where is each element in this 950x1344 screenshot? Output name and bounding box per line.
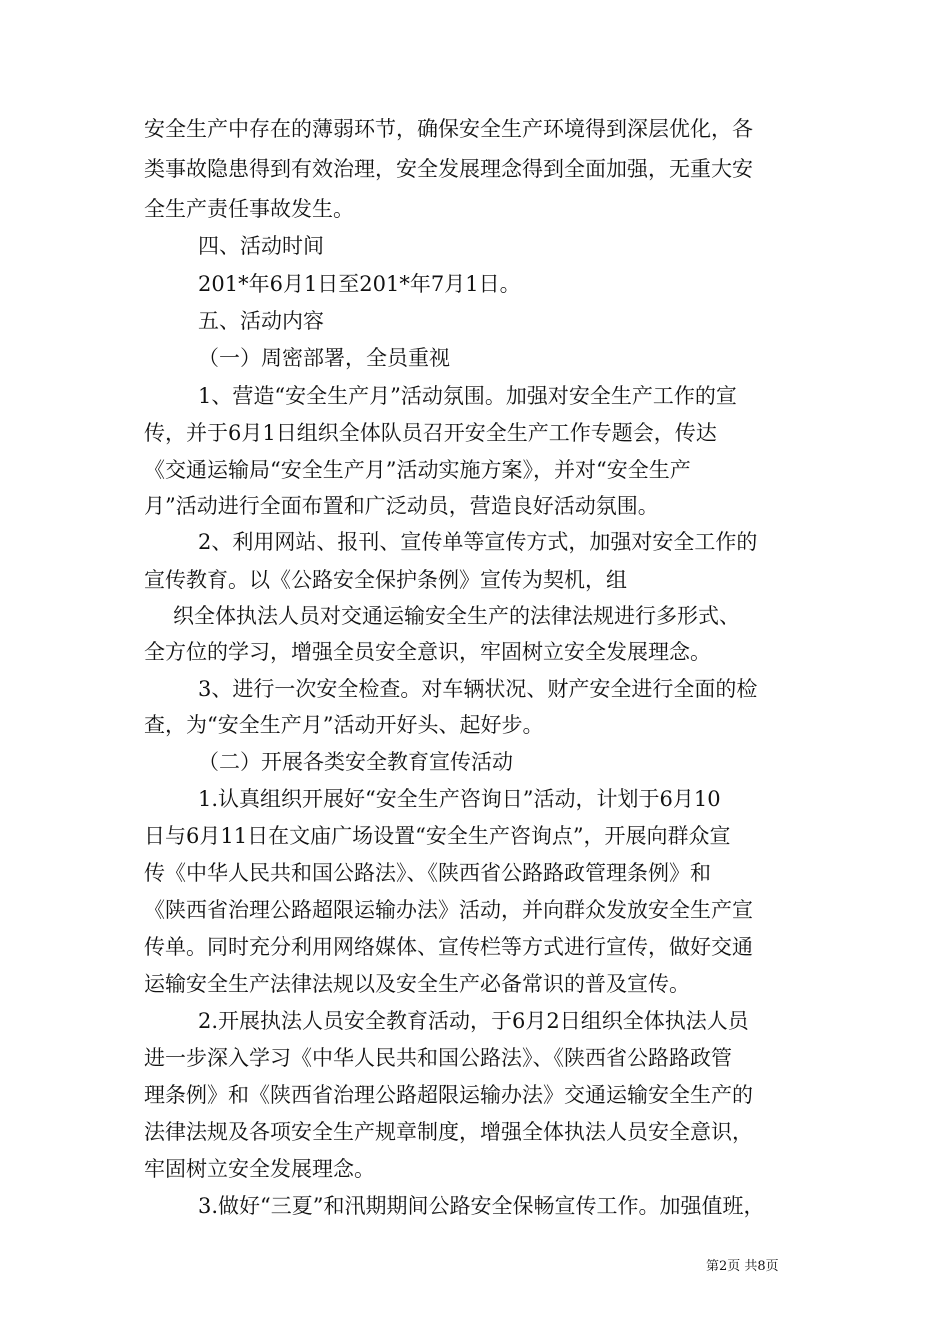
activity-time-line: 201*年6月1日至201*年7月1日。 — [198, 272, 521, 296]
body-line-26: 进一步深入学习《中华人民共和国公路法》、《陕西省公路路政管 — [144, 1046, 732, 1070]
body-line-11: 月”活动进行全面布置和广泛动员，营造良好活动氛围。 — [144, 494, 659, 518]
body-line-16: 3、进行一次安全检查。对车辆状况、财产安全进行全面的检 — [198, 677, 758, 701]
body-line-24: 运输安全生产法律法规以及安全生产必备常识的普及宣传。 — [144, 972, 690, 996]
subsection-heading-1: （一）周密部署，全员重视 — [198, 346, 450, 370]
body-line-8: 1、营造“安全生产月”活动氛围。加强对安全生产工作的宣 — [198, 384, 737, 408]
body-line-20: 日与6月11日在文庙广场设置“安全生产咨询点”，开展向群众宣 — [144, 824, 731, 848]
body-line-9: 传，并于6月1日组织全体队员召开安全生产工作专题会，传达 — [144, 421, 717, 445]
body-line-2: 类事故隐患得到有效治理，安全发展理念得到全面加强，无重大安 — [144, 157, 753, 181]
body-line-1: 安全生产中存在的薄弱环节，确保安全生产环境得到深层优化，各 — [144, 117, 753, 141]
subsection-heading-2: （二）开展各类安全教育宣传活动 — [198, 750, 513, 774]
body-line-22: 《陕西省治理公路超限运输办法》活动，并向群众发放安全生产宣 — [144, 898, 753, 922]
body-line-3: 全生产责任事故发生。 — [144, 197, 354, 221]
page-number-footer: 第2页 共8页 — [706, 1259, 779, 1274]
body-line-17: 查，为“安全生产月”活动开好头、起好步。 — [144, 713, 544, 737]
body-line-27: 理条例》和《陕西省治理公路超限运输办法》交通运输安全生产的 — [144, 1083, 753, 1107]
body-line-25: 2.开展执法人员安全教育活动，于6月2日组织全体执法人员 — [198, 1009, 749, 1033]
body-line-29: 牢固树立安全发展理念。 — [144, 1157, 375, 1181]
section-heading-5: 五、活动内容 — [198, 309, 324, 333]
body-line-15: 全方位的学习，增强全员安全意识，牢固树立安全发展理念。 — [144, 640, 711, 664]
body-line-12: 2、利用网站、报刊、宣传单等宣传方式，加强对安全工作的 — [198, 530, 758, 554]
body-line-30: 3.做好“三夏”和汛期期间公路安全保畅宣传工作。加强值班， — [198, 1194, 765, 1218]
body-line-19: 1.认真组织开展好“安全生产咨询日”活动，计划于6月10 — [198, 787, 721, 811]
body-line-14: 织全体执法人员对交通运输安全生产的法律法规进行多形式、 — [173, 604, 740, 628]
section-heading-4: 四、活动时间 — [198, 234, 324, 258]
body-line-13: 宣传教育。以《公路安全保护条例》宣传为契机，组 — [144, 568, 627, 592]
body-line-21: 传《中华人民共和国公路法》、《陕西省公路路政管理条例》和 — [144, 861, 711, 885]
body-line-28: 法律法规及各项安全生产规章制度，增强全体执法人员安全意识， — [144, 1120, 753, 1144]
body-line-10: 《交通运输局“安全生产月”活动实施方案》，并对“安全生产 — [144, 458, 691, 482]
body-line-23: 传单。同时充分利用网络媒体、宣传栏等方式进行宣传，做好交通 — [144, 935, 753, 959]
